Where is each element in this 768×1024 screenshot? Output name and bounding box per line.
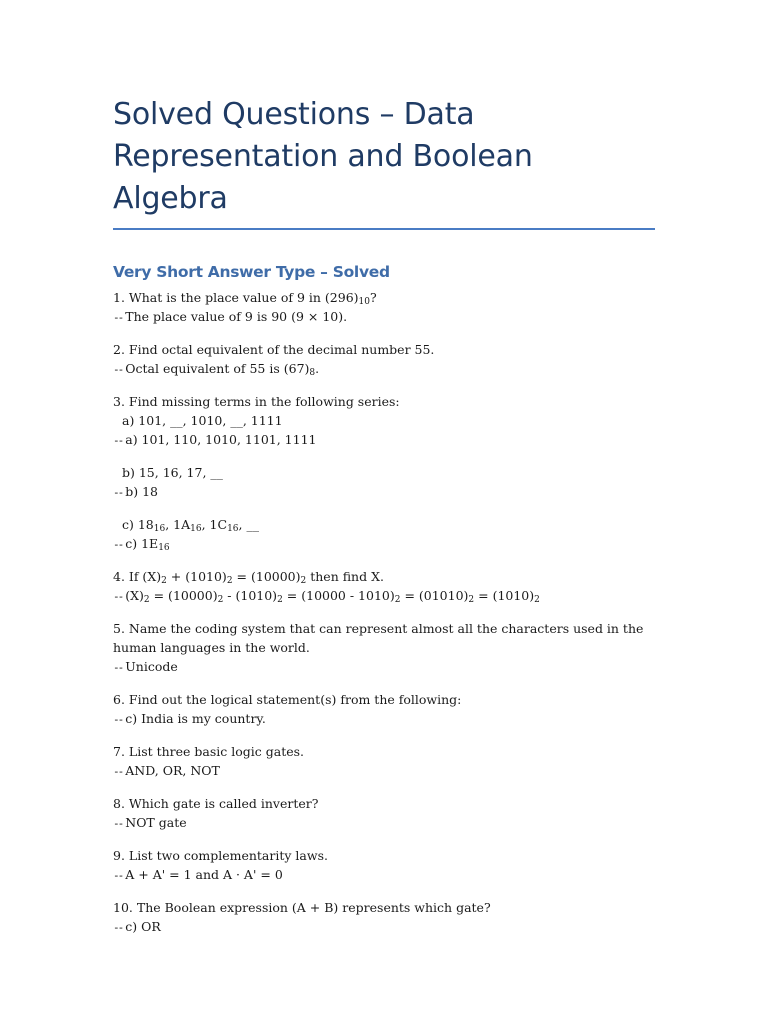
subscript: 2 — [217, 595, 224, 605]
answer-marker: -- — [113, 765, 123, 778]
answer-marker: -- — [113, 869, 123, 882]
qa-item — [113, 846, 655, 885]
subscript: 2 — [468, 595, 475, 605]
answer-marker: -- — [113, 713, 123, 726]
answer-marker: -- — [113, 486, 123, 499]
text-run: ? — [369, 290, 377, 305]
qa-item — [113, 288, 655, 327]
text-run: 3. Find missing terms in the following series: — [113, 394, 400, 409]
answer-text — [113, 359, 655, 379]
subscript: 16 — [158, 543, 170, 553]
subscript: 2 — [226, 576, 233, 586]
question-text — [113, 690, 655, 709]
question-text — [113, 794, 655, 813]
text-run: (X) — [125, 588, 144, 603]
text-run: 4. If (X) — [113, 569, 162, 584]
answer-text — [113, 657, 655, 677]
qa-item — [113, 898, 655, 937]
answer-text — [113, 813, 655, 833]
text-run: , __ — [238, 517, 259, 532]
answer-text — [113, 709, 655, 729]
subscript: 16 — [153, 524, 166, 534]
text-run: a) 101, __, 1010, __, 1111 — [122, 413, 283, 428]
question-text — [113, 567, 655, 586]
question-text — [113, 340, 655, 359]
answer-marker: -- — [113, 817, 123, 830]
subscript: 2 — [394, 595, 401, 605]
answer-marker: -- — [113, 661, 123, 674]
qa-item — [113, 567, 655, 606]
qa-item — [113, 392, 655, 450]
section-heading: Very Short Answer Type – Solved — [113, 263, 390, 281]
text-run: = (10000) — [232, 569, 301, 584]
text-run: c) OR — [125, 919, 161, 934]
text-run: 8. Which gate is called inverter? — [113, 796, 319, 811]
text-run: = (01010) — [400, 588, 469, 603]
question-text — [113, 742, 655, 761]
question-text — [113, 619, 655, 657]
question-text — [113, 288, 655, 307]
text-run: A + A' = 1 and A · A' = 0 — [125, 867, 283, 882]
text-run: 9. List two complementarity laws. — [113, 848, 328, 863]
text-run: Octal equivalent of 55 is (67) — [125, 361, 310, 376]
text-run: . — [315, 361, 320, 376]
text-run: = (10000 - 1010) — [282, 588, 395, 603]
question-text — [113, 392, 655, 411]
subscript: 2 — [143, 595, 150, 605]
answer-text — [113, 917, 655, 937]
title-divider — [113, 228, 655, 230]
question-text — [113, 898, 655, 917]
answer-text — [113, 307, 655, 327]
text-run: The place value of 9 is 90 (9 × 10). — [125, 309, 348, 324]
subscript: 2 — [161, 576, 167, 586]
text-run: 6. Find out the logical statement(s) from the following: — [113, 692, 462, 707]
text-run: , 1A — [165, 517, 191, 532]
text-run: then find X. — [306, 569, 384, 584]
text-run: Unicode — [125, 659, 178, 674]
document-page — [113, 94, 655, 950]
answer-text — [113, 586, 655, 606]
qa-item — [113, 690, 655, 729]
subscript: 10 — [358, 297, 370, 307]
answer-text — [113, 761, 655, 781]
subscript: 8 — [309, 368, 316, 378]
text-run: AND, OR, NOT — [125, 763, 220, 778]
answer-marker: -- — [113, 363, 123, 376]
qa-item — [113, 515, 655, 554]
text-run: c) 1E — [125, 536, 159, 551]
qa-item — [113, 619, 655, 677]
answer-marker: -- — [113, 590, 123, 603]
qa-item — [113, 463, 655, 502]
text-run: 1. What is the place value of 9 in (296) — [113, 290, 359, 305]
answer-text — [113, 865, 655, 885]
text-run: NOT gate — [125, 815, 187, 830]
subscript: 2 — [534, 595, 540, 605]
question-text — [113, 463, 655, 482]
text-run: a) 101, 110, 1010, 1101, 1111 — [125, 432, 317, 447]
qa-item — [113, 340, 655, 379]
question-text — [113, 846, 655, 865]
text-run: = (10000) — [149, 588, 218, 603]
answer-text — [113, 482, 655, 502]
text-run: 10. The Boolean expression (A + B) represents which gate? — [113, 900, 491, 915]
text-run: b) 15, 16, 17, __ — [122, 465, 223, 480]
subscript: 16 — [227, 524, 239, 534]
text-run: - (1010) — [223, 588, 278, 603]
answer-marker: -- — [113, 434, 123, 447]
qa-item — [113, 742, 655, 781]
answer-marker: -- — [113, 921, 123, 934]
text-run: b) 18 — [125, 484, 159, 499]
question-text — [113, 411, 655, 430]
answer-text — [113, 430, 655, 450]
text-run: c) 18 — [122, 517, 154, 532]
text-run: = (1010) — [474, 588, 535, 603]
text-run: c) India is my country. — [125, 711, 266, 726]
page-title: Solved Questions – Data Representation and Boolean Algebra — [113, 97, 533, 216]
subscript: 16 — [190, 524, 202, 534]
question-list — [113, 288, 655, 937]
question-text — [113, 515, 655, 534]
answer-text — [113, 534, 655, 554]
subscript: 2 — [277, 595, 283, 605]
subscript: 2 — [300, 576, 307, 586]
text-run: , 1C — [201, 517, 228, 532]
answer-marker: -- — [113, 311, 123, 324]
text-run: 7. List three basic logic gates. — [113, 744, 305, 759]
answer-marker: -- — [113, 538, 123, 551]
qa-item — [113, 794, 655, 833]
text-run: 2. Find octal equivalent of the decimal number 55. — [113, 342, 435, 357]
text-run: + (1010) — [166, 569, 227, 584]
text-run: 5. Name the coding system that can represent almost all the characters used in the human languages in the world. — [113, 621, 648, 655]
